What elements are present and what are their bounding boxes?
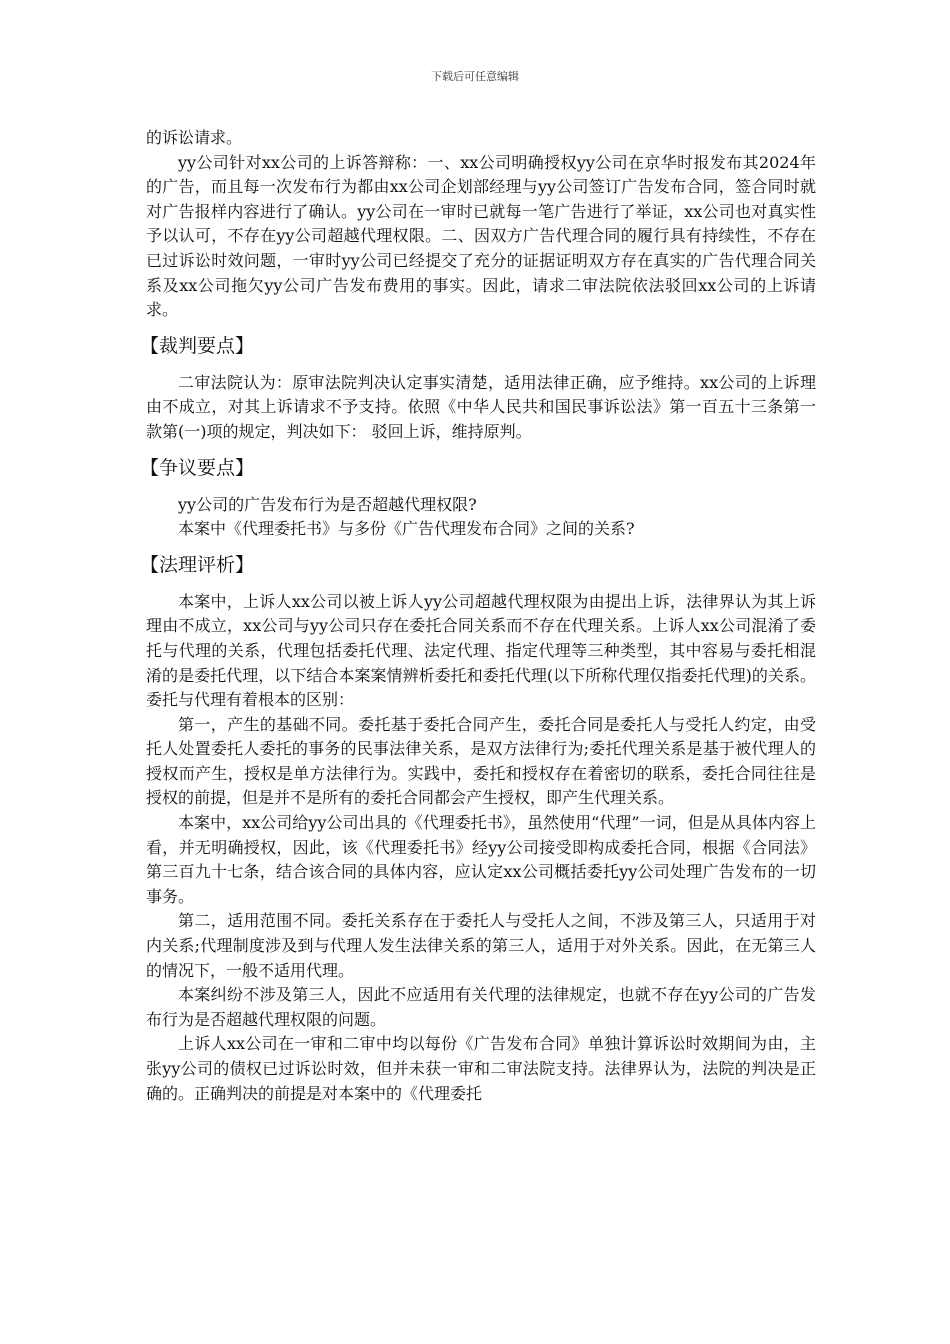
section-heading: 【法理评析】	[140, 553, 255, 576]
paragraph: 二审法院认为：原审法院判决认定事实清楚，适用法律正确，应予维持。xx公司的上诉理由不成立，对其上诉请求不予支持。依照《中华人民共和国民事诉讼法》第一百五十三条第一款第(一)项的规定，判决如下： 驳回上诉，维持原判。	[146, 372, 816, 441]
page-header: 下载后可任意编辑	[431, 70, 519, 83]
paragraph: yy公司的广告发布行为是否超越代理权限?	[178, 494, 477, 514]
paragraph: 本案纠纷不涉及第三人，因此不应适用有关代理的法律规定，也就不存在yy公司的广告发布行为是否超越代理权限的问题。	[146, 985, 816, 1029]
paragraph: 本案中，xx公司给yy公司出具的《代理委托书》，虽然使用“代理”一词，但是从具体内容上看，并无明确授权，因此，该《代理委托书》经yy公司接受即构成委托合同，根据《合同法》第三百九十七条，结合该合同的具体内容，应认定xx公司概括委托yy公司处理广告发布的一切事务。	[146, 813, 816, 906]
paragraph: 第二，适用范围不同。委托关系存在于委托人与受托人之间，不涉及第三人，只适用于对内关系;代理制度涉及到与代理人发生法律关系的第三人，适用于对外关系。因此，在无第三人的情况下，一般不适用代理。	[146, 911, 816, 980]
paragraph: 本案中《代理委托书》与多份《广告代理发布合同》之间的关系?	[178, 519, 635, 539]
section-heading: 【争议要点】	[140, 456, 255, 479]
section-heading: 【裁判要点】	[140, 334, 255, 357]
paragraph: 第一，产生的基础不同。委托基于委托合同产生，委托合同是委托人与受托人约定，由受托人处置委托人委托的事务的民事法律关系，是双方法律行为;委托代理关系是基于被代理人的授权而产生，授权是单方法律行为。实践中，委托和授权存在着密切的联系，委托合同往往是授权的前提，但是并不是所有的委托合同都会产生授权，即产生代理关系。	[146, 714, 816, 808]
paragraph: yy公司针对xx公司的上诉答辩称：一、xx公司明确授权yy公司在京华时报发布其2024年的广告，而且每一次发布行为都由xx公司企划部经理与yy公司签订广告发布合同，签合同时就对广告报样内容进行了确认。yy公司在一审时已就每一笔广告进行了举证，xx公司也对真实性予以认可，不存在yy公司超越代理权限。二、因双方广告代理合同的履行具有持续性，不存在已过诉讼时效问题，一审时yy公司已经提交了充分的证据证明双方存在真实的广告代理合同关系及xx公司拖欠yy公司广告发布费用的事实。因此，请求二审法院依法驳回xx公司的上诉请求。	[146, 152, 816, 320]
paragraph: 上诉人xx公司在一审和二审中均以每份《广告发布合同》单独计算诉讼时效期间为由，主张yy公司的债权已过诉讼时效，但并未获一审和二审法院支持。法律界认为，法院的判决是正确的。正确判决的前提是对本案中的《代理委托	[146, 1034, 816, 1103]
paragraph: 本案中，上诉人xx公司以被上诉人yy公司超越代理权限为由提出上诉，法律界认为其上诉理由不成立，xx公司与yy公司只存在委托合同关系而不存在代理关系。上诉人xx公司混淆了委托与代理的关系，代理包括委托代理、法定代理、指定代理等三种类型，其中容易与委托相混淆的是委托代理，以下结合本案案情辨析委托和委托代理(以下所称代理仅指委托代理)的关系。委托与代理有着根本的区别：	[146, 591, 816, 710]
document-body	[140, 126, 816, 1106]
paragraph: 的诉讼请求。	[146, 128, 243, 147]
